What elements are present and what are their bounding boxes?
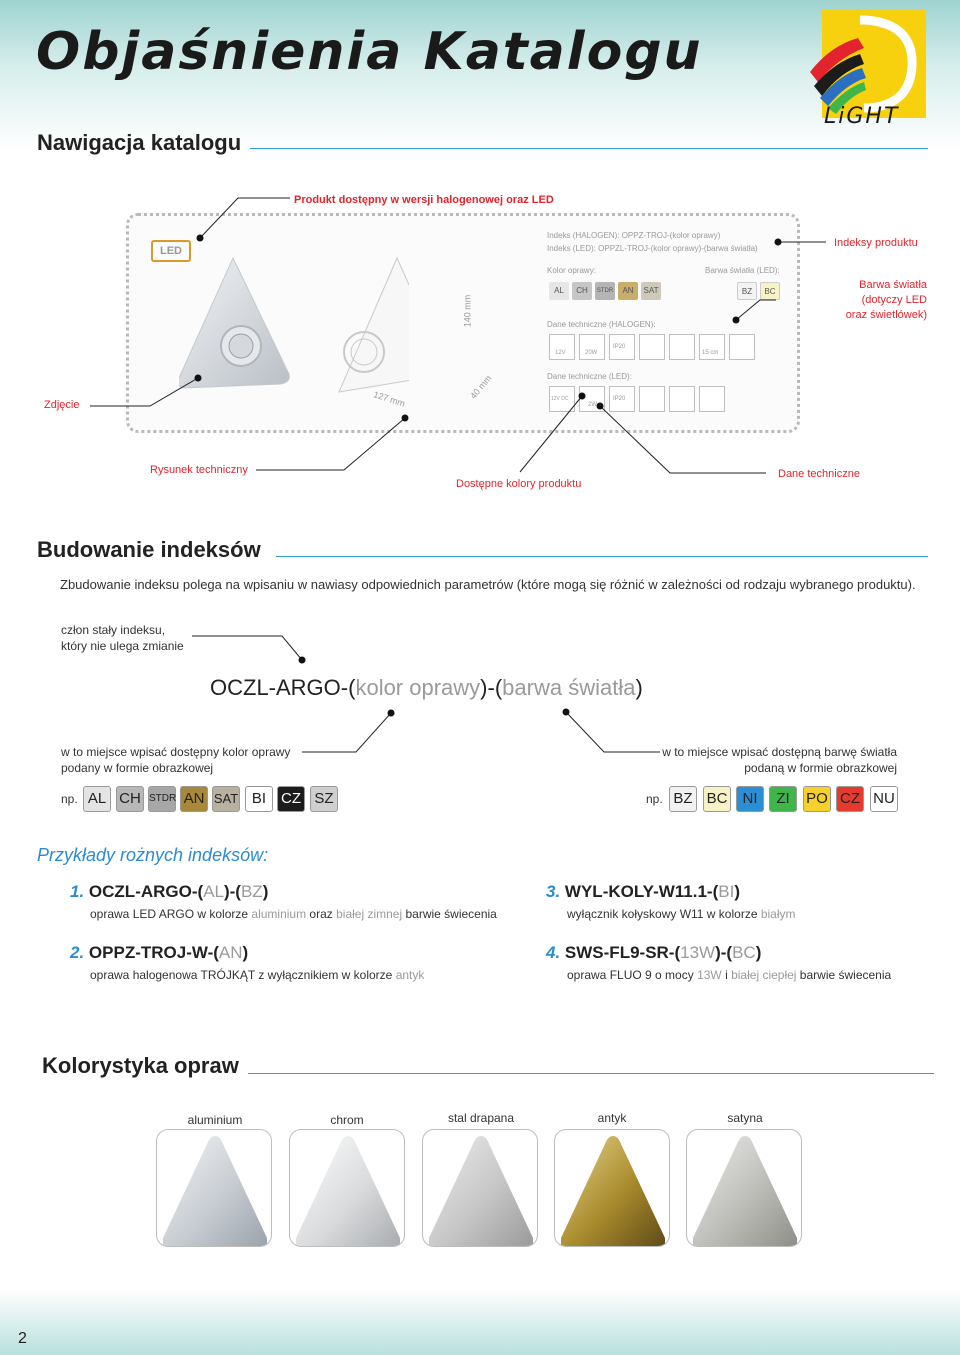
example-3-description: wyłącznik kołyskowy W11 w kolorze białym <box>567 907 796 921</box>
swatch-graphic <box>157 1130 272 1247</box>
light-chip: BZ <box>669 786 697 812</box>
mock-spec-box: 15 cm <box>699 334 725 360</box>
swatch-label: chrom <box>330 1113 364 1127</box>
index-bracket: ( <box>348 675 356 700</box>
np-label-lights: np. <box>646 792 663 806</box>
dim-depth: 40 mm <box>468 373 494 401</box>
logo-text: LiGHT <box>824 104 900 129</box>
navigation-title: Nawigacja katalogu <box>37 130 242 155</box>
footer-background <box>0 1290 960 1355</box>
swatch-triangle <box>296 1136 400 1247</box>
index-bracket: ) <box>635 675 643 700</box>
swatch-triangle <box>561 1136 665 1247</box>
mock-index-halogen: Indeks (HALOGEN): OPPZ-TROJ-(kolor oprawy) <box>547 231 721 240</box>
index-bracket: ( <box>494 675 503 700</box>
mock-color-chip: CH <box>572 282 592 300</box>
mock-index-led: Indeks (LED): OPPZL-TROJ-(kolor oprawy)-(barwa światła) <box>547 244 758 253</box>
example-4-description: oprawa FLUO 9 o mocy 13W i białej ciepłej barwie świecenia <box>567 968 892 982</box>
light-chip: BC <box>703 786 731 812</box>
examples-title: Przykłady rożnych indeksów: <box>37 845 269 865</box>
dim-height: 140 mm <box>462 294 473 328</box>
index-dash: - <box>487 675 495 700</box>
callout-halogen-led: Produkt dostępny w wersji halogenowej oraz LED <box>294 194 554 206</box>
swatch-graphic <box>290 1130 405 1247</box>
mock-spec-box: 12V <box>549 334 575 360</box>
mock-color-chip: STDR <box>595 282 615 300</box>
callout-light-color-line: Barwa światła <box>859 279 927 291</box>
example-1-index: 1. OCZL-ARGO-(AL)-(BZ) <box>70 882 269 901</box>
swatch-graphic <box>687 1130 802 1247</box>
callout-light-color-line: (dotyczy LED <box>861 294 927 306</box>
callout-technical-drawing: Rysunek techniczny <box>150 464 248 476</box>
swatch-triangle <box>429 1136 533 1247</box>
callout-light-color-line: oraz świetlówek) <box>845 309 927 321</box>
color-swatch <box>422 1129 538 1247</box>
color-chip: CZ <box>277 786 305 812</box>
np-label-colors: np. <box>61 792 78 806</box>
mock-light-chip: BC <box>760 282 780 300</box>
swatch-label: satyna <box>727 1111 763 1125</box>
color-chip: SZ <box>310 786 338 812</box>
callout-available-colors: Dostępne kolory produktu <box>456 478 582 490</box>
example-2-description: oprawa halogenowa TRÓJKĄT z wyłącznikiem w kolorze antyk <box>90 968 425 982</box>
color-chip: AL <box>83 786 111 812</box>
color-chip: CH <box>116 786 144 812</box>
index-fixed-part: OCZL-ARGO- <box>210 675 349 700</box>
index-bracket: ) <box>480 675 488 700</box>
index-param-color: kolor oprawy <box>355 675 481 700</box>
swatch-label: antyk <box>597 1111 627 1125</box>
color-swatch <box>289 1129 405 1247</box>
mock-light-chip: BZ <box>737 282 757 300</box>
mock-color-label: Kolor oprawy: <box>547 266 596 275</box>
mock-spec-box: 12V DC <box>549 386 575 412</box>
color-note: w to miejsce wpisać dostępny kolor oprawy podany w formie obrazkowej <box>61 745 291 775</box>
color-swatch <box>554 1129 670 1247</box>
example-2-index: 2. OPPZ-TROJ-W-(AN) <box>70 943 249 962</box>
swatch-label: stal drapana <box>447 1111 515 1125</box>
led-badge: LED <box>151 240 191 262</box>
swatch-label: aluminium <box>187 1113 243 1127</box>
mock-tech-led: Dane techniczne (LED): <box>547 372 632 381</box>
color-chip: AN <box>180 786 208 812</box>
page-title: Objaśnienia Katalogu <box>36 22 703 82</box>
light-chip: ZI <box>769 786 797 812</box>
mock-color-chip: AL <box>549 282 569 300</box>
colors-section-rule <box>248 1073 934 1074</box>
light-chip: NI <box>736 786 764 812</box>
indexes-title: Budowanie indeksów <box>37 537 261 562</box>
indexes-rule <box>276 556 928 557</box>
example-1-description: oprawa LED ARGO w kolorze aluminium oraz białej zimnej barwie świecenia <box>90 907 497 921</box>
color-swatch <box>686 1129 802 1247</box>
page-number: 2 <box>18 1330 27 1347</box>
color-chip: SAT <box>212 786 240 812</box>
mock-spec-box: IP20 <box>609 386 635 412</box>
mock-tech-halogen: Dane techniczne (HALOGEN): <box>547 320 656 329</box>
mock-light-label: Barwa światła (LED): <box>705 266 780 275</box>
mock-color-chip: SAT <box>641 282 661 300</box>
indexes-intro: Zbudowanie indeksu polega na wpisaniu w nawiasy odpowiednich parametrów (które mogą się różnić w zależności od rodzaju wybranego produktu). <box>60 577 916 592</box>
color-chip: STDR <box>148 786 176 812</box>
callout-photo: Zdjęcie <box>44 399 80 411</box>
swatch-triangle <box>163 1136 267 1247</box>
swatch-triangle <box>693 1136 797 1247</box>
mock-spec-box: 20W <box>579 334 605 360</box>
dim-width: 127 mm <box>372 389 407 409</box>
light-chip: NU <box>870 786 898 812</box>
callout-technical-data: Dane techniczne <box>778 468 860 480</box>
color-chip: BI <box>245 786 273 812</box>
navigation-leader-lines <box>0 0 960 500</box>
mock-color-chip: AN <box>618 282 638 300</box>
color-swatch <box>156 1129 272 1247</box>
light-chip: CZ <box>836 786 864 812</box>
mock-spec-box: IP20 <box>609 334 635 360</box>
callout-product-indexes: Indeksy produktu <box>834 237 918 249</box>
index-leader-lines <box>0 620 960 770</box>
index-param-light: barwa światła <box>502 675 636 700</box>
light-chip: PO <box>803 786 831 812</box>
fixed-part-note: człon stały indeksu, który nie ulega zmianie <box>61 623 184 653</box>
swatch-graphic <box>423 1130 538 1247</box>
swatch-graphic <box>555 1130 670 1247</box>
example-4-index: 4. SWS-FL9-SR-(13W)-(BC) <box>546 943 762 962</box>
light-note: w to miejsce wpisać dostępną barwę światła podaną w formie obrazkowej <box>662 745 897 775</box>
mock-spec-box: 2W <box>579 386 605 412</box>
colors-section-title: Kolorystyka opraw <box>42 1053 239 1078</box>
example-3-index: 3. WYL-KOLY-W11.1-(BI) <box>546 882 740 901</box>
